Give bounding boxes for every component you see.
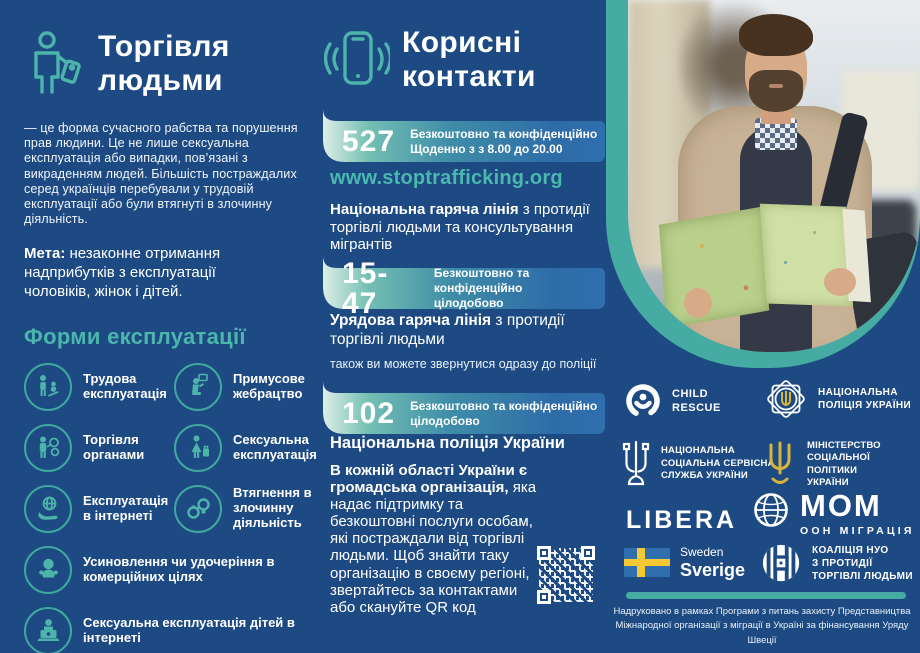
national-police-logo: [764, 377, 911, 421]
hotline-note-line: Щоденно з з 8.00 до 20.00: [410, 141, 563, 156]
police-note: також ви можете звернутися одразу до поліції: [330, 357, 597, 371]
list-item: [24, 607, 316, 653]
hotline-note-line: Безкоштовно та конфіденційно: [410, 126, 598, 141]
qr-finder-top-left: [537, 546, 551, 560]
logo-label-line: ПОЛІЦІЯ УКРАЇНИ: [818, 400, 912, 411]
logo-label: [661, 445, 775, 482]
police-badge-icon: [764, 377, 808, 421]
list-item: [24, 485, 174, 533]
government-hotline-rest: з протидії торгівлі людьми: [330, 312, 565, 348]
hotline-notes: [434, 266, 610, 311]
stoptrafficking-link[interactable]: www.stoptrafficking.org: [330, 167, 563, 189]
hotline-notes: [410, 127, 597, 157]
hotline-note-line: Безкоштовно та конфіденційно: [410, 398, 598, 413]
logo-label-line: НАЦІОНАЛЬНА: [661, 445, 735, 457]
regional-ngo-info: [330, 462, 542, 616]
ngo-coalition-logo: [760, 542, 913, 584]
form-label: Сексуальна експлуатація: [233, 431, 317, 462]
trafficking-info-panel: [24, 30, 316, 653]
national-hotline-rest: з протидії торгівлі людьми та консультування мігрантів: [330, 201, 590, 254]
logo-label-line: CHILD: [672, 387, 709, 400]
hotline-note-line: цілодобово: [410, 413, 480, 428]
useful-contacts-panel: [318, 0, 610, 653]
national-hotline-description: [330, 201, 612, 254]
logo-label-line: RESCUE: [672, 402, 721, 414]
criminal-involvement-icon: [174, 485, 222, 533]
sweden-logo: [624, 543, 745, 581]
qr-finder-bottom-left: [537, 590, 551, 604]
government-hotline-description: [330, 312, 612, 349]
form-label: Втягнення в злочинну діяльність: [233, 485, 312, 530]
hotline-number[interactable]: 102: [342, 396, 396, 430]
labor-exploitation-icon: [24, 363, 72, 411]
photo-man-beard: [749, 70, 803, 112]
form-label: Експлуатація в інтернеті: [83, 492, 169, 523]
photo-man-hair: [739, 14, 813, 56]
list-item: [174, 424, 316, 472]
logo-label-line: СОЦІАЛЬНОЇ ПОЛІТИКИ: [807, 452, 870, 476]
person-with-tag-icon: [24, 30, 82, 96]
regional-ngo-info-rest: яка надає підтримку та безкоштовні послуги особам, які постраждали від торгівлі людьми. Щоб знайти таку організацію в своєму регіоні, звертайтесь за контактами або скануйте QR код: [330, 479, 537, 616]
traveler-with-map-photo: [628, 0, 920, 352]
logo-label: [818, 386, 911, 412]
hotline-number[interactable]: 15-47: [342, 256, 389, 320]
photo-left-hand: [684, 288, 712, 318]
social-service-trident-icon: [621, 440, 651, 488]
logo-label-line: СЛУЖБА УКРАЇНИ: [661, 470, 748, 482]
organ-trafficking-icon: [24, 424, 72, 472]
list-item: [174, 485, 316, 533]
libera-logo: [626, 506, 737, 535]
national-police-title: Національна поліція України: [330, 434, 565, 452]
logo-label-line: МІНІСТЕРСТВО: [807, 440, 881, 451]
hotline-527[interactable]: [318, 108, 610, 162]
commercial-adoption-icon: [24, 546, 72, 594]
logo-label-line: КОАЛІЦІЯ НУО: [812, 544, 889, 556]
sexual-exploitation-icon: [174, 424, 222, 472]
print-attribution-footer: Надруковано в рамках Програми з питань захисту Представництва Міжнародної організації з міграції в Україні за фінансування Уряду Швеції: [613, 606, 911, 646]
vibrating-phone-icon: [324, 28, 390, 92]
logo-label: [672, 387, 721, 416]
logo-label-line: НАЦІОНАЛЬНА: [818, 387, 898, 398]
photo-frame-teal-arc: [606, 0, 920, 368]
hotline-note-line: Безкоштовно та конфіденційно: [433, 266, 530, 295]
page-title-contacts: Корисні контакти: [402, 26, 536, 93]
child-rescue-icon: [624, 382, 662, 420]
form-label: Торгівля органами: [83, 431, 145, 462]
form-label: Сексуальна експлуатація дітей в інтернеті: [83, 614, 295, 645]
hotline-number[interactable]: 527: [342, 124, 396, 158]
goal-body: незаконне отримання надприбутків з експлуатації чоловіків, жінок і дітей.: [24, 244, 221, 301]
hotline-102[interactable]: [318, 380, 610, 434]
photo-man-mouth: [769, 84, 783, 88]
forms-of-exploitation-title: Форми експлуатації: [24, 323, 246, 349]
logo-label-line: УКРАЇНИ: [807, 477, 849, 489]
teal-divider: [626, 592, 906, 599]
logo-label: [807, 440, 920, 489]
trafficking-goal-text: [24, 244, 274, 302]
child-rescue-logo: [624, 382, 721, 420]
forced-begging-icon: [174, 363, 222, 411]
online-exploitation-icon: [24, 485, 72, 533]
list-item: [24, 363, 174, 411]
hotline-1547[interactable]: [318, 255, 610, 320]
national-hotline-title: Національна гаряча лінія: [330, 201, 519, 218]
list-item: [24, 546, 316, 594]
qr-code[interactable]: [537, 546, 595, 604]
iom-logo: [752, 488, 915, 539]
form-label: Примусове жебрацтво: [233, 370, 305, 401]
goal-label: Мета:: [24, 244, 66, 262]
form-label: Трудова експлуатація: [83, 370, 167, 401]
logo-label-line: СОЦІАЛЬНА СЕРВІСНА: [661, 457, 775, 469]
exploitation-forms-list: [24, 363, 316, 653]
libera-wordmark: LIBERA: [626, 506, 738, 534]
child-online-exploitation-icon: [24, 607, 72, 653]
logo-label-line: З ПРОТИДІЇ: [812, 557, 873, 569]
iom-globe-icon: [752, 491, 790, 529]
ministry-social-policy-logo: [763, 440, 920, 489]
form-label: Усиновлення чи удочеріння в комерційних цілях: [83, 553, 275, 584]
social-service-logo: [621, 440, 775, 488]
hotline-notes: [410, 399, 597, 429]
logo-label: [680, 543, 745, 581]
iom-wordmark: [800, 488, 915, 539]
sweden-flag-icon: [624, 548, 670, 577]
ministry-trident-icon: [763, 441, 797, 489]
contacts-header: [324, 26, 582, 93]
hotline-note-line: цілодобово: [433, 296, 504, 310]
left-header: [24, 30, 316, 97]
iom-title: MOM: [800, 488, 882, 523]
ngo-coalition-icon: [760, 542, 802, 584]
sweden-label-en: Sweden: [680, 545, 724, 559]
iom-subtitle: ООН МІГРАЦІЯ: [800, 525, 915, 537]
regional-ngo-info-bold: В кожній області України є громадська організація,: [330, 462, 528, 497]
photo-right-hand: [824, 268, 856, 296]
list-item: [174, 363, 316, 411]
logo-label-line: ТОРГІВЛІ ЛЮДЬМИ: [812, 570, 913, 582]
page-title-left: Торгівля людьми: [98, 30, 230, 97]
list-item: [24, 424, 174, 472]
qr-finder-top-right: [581, 546, 595, 560]
trafficking-intro-text: — це форма сучасного рабства та порушення прав людини. Це не лише сексуальна експлуатація або випадки, пов’язані з викраденням людей. Більшість постраждалих серед українців перебували у трудовій експлуатації або були втягнуті в злочинну діяльність.: [24, 121, 298, 226]
logo-label: [812, 544, 913, 583]
government-hotline-title: Урядова гаряча лінія: [330, 312, 492, 329]
sweden-label-sv: Sverige: [680, 560, 746, 580]
